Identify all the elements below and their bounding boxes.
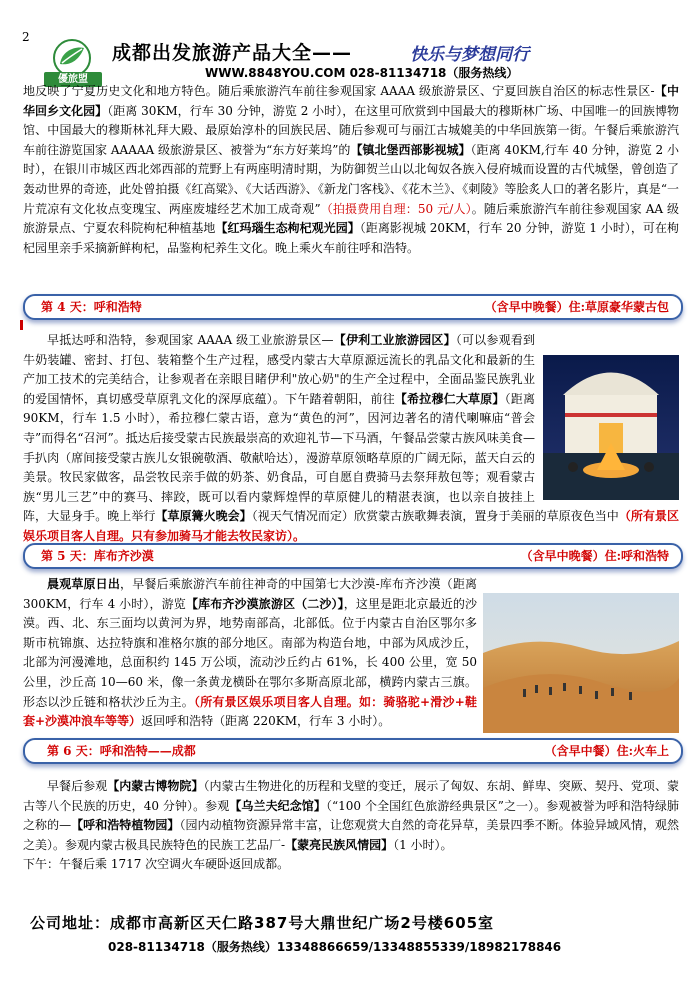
header-website: WWW.8848YOU.COM 028-81134718（服务热线） bbox=[205, 66, 519, 80]
header-slogan: 快乐与梦想同行 bbox=[410, 45, 529, 65]
day6-heading-bar bbox=[23, 738, 683, 764]
attraction-name: 【草原篝火晚会】 bbox=[155, 509, 252, 524]
attraction-name: 【中华回乡文化园】 bbox=[23, 84, 679, 118]
self-pay-note: （所有景区娱乐项目客人自理。如：骑骆驼+滑沙+鞋套+沙漠冲浪车等等） bbox=[23, 694, 477, 729]
day3-body bbox=[23, 82, 679, 258]
day3-paragraph: 地反映了宁夏历史文化和地方特色。随后乘旅游汽车前往参观国家 AAAA 级旅游景区、宁夏回族自治区的标志性景区-【中华回乡文化园】（距离 30KM，行车 30 分钟，游览 2 小时），在这里可欣赏到中国最大的穆斯林广场、中国唯一的回族博物馆、中国最大的穆斯林礼拜大殿、最原始淳朴的回族民居、随后参观可与丽江古城媲美的中华回族第一街。午餐后乘旅游汽车前往游览国家 AAAAA 级旅游景区、被誉为“东方好莱坞”的【镇北堡西部影视城】（距离 40KM,行车 40 分钟，游览 2 小时），在银川市城区西北郊西部的荒野上有两座明清时期，为防御贺兰山以北匈奴各族入侵府城而设置的古代城堡，曾创造了轰动世界的奇迹，此处曾拍摄《红高粱》、《大话西游》、《新龙门客栈》、《花木兰》、《刺陵》等脍炙人口的著名影片，真是“一片荒凉有文化妆点变瑰宝、两座废墟经艺术加工成奇观”（拍摄费用自理：50 元/人）。随后乘旅游汽车前往参观国家 AA 级旅游景点、宁夏农科院枸杞种植基地【红玛瑙生态枸杞观光园】（距离影视城 20KM，行车 20 分钟，游览 1 小时），可在枸杞园里亲手采摘新鲜枸杞，品鉴枸杞养生文化。晚上乘火车前往呼和浩特。 bbox=[23, 84, 679, 255]
attraction-name: 【伊利工业旅游园区】 bbox=[333, 333, 456, 347]
day4-paragraph: 早抵达呼和浩特，参观国家 AAAA 级工业旅游景区—【伊利工业旅游园区】（可以参观看到牛奶装罐、密封、打包、装箱整个生产过程，感受内蒙古大草原源远流长的乳品文化和最新的生产加工技术的完美结合，让参观者在亲眼目睹伊利"放心奶"的生产全过程中，全面品鉴民族乳业的爱国情怀，真切感受草原乳文化的深厚底蕴）。下午踏着朝阳，前往【希拉穆仁大草原】（距离 90KM，行车 1.5 小时），希拉穆仁蒙古语，意为“黄色的河”，因河边著名的清代喇嘛庙“普会寺”而得名“召河”。抵达后接受蒙古民族最崇高的欢迎礼节—下马酒，午餐品尝蒙古族风味美食—手扒肉（席间接受蒙古族儿女银碗敬酒、敬献哈达），漫游草原领略草原的广阔无际，蓝天白云的美景。牧民家做客，品尝牧民亲手做的奶茶、奶食品，可自愿自费骑马去祭拜敖包等；观看蒙古族“男儿三艺”中的赛马、摔跤，既可以看内蒙辉煌悍的草原健儿的精湛表演，也以亲自披挂上阵，大显身手。晚上举行【草原篝火晚会】（视天气情况而定）欣赏蒙古族歌舞表演，置身于美丽的草原夜色当中（所有景区娱乐项目客人自理。只有参加骑马才能去牧民家访）。 bbox=[23, 333, 679, 543]
attraction-name: 【镇北堡西部影视城】 bbox=[350, 142, 471, 157]
day5-body bbox=[23, 575, 679, 735]
section-marker bbox=[20, 320, 23, 330]
day6-title: 第 6 天：呼和浩特——成都 bbox=[47, 744, 196, 758]
day4-title: 第 4 天：呼和浩特 bbox=[41, 300, 142, 314]
day6-paragraph: 早餐后参观【内蒙古博物院】（内蒙古生物进化的历程和戈壁的变迁，展示了匈奴、东胡、鲜卑、突厥、契丹、党项、蒙古等八个民族的历史，40 分钟）。参观【乌兰夫纪念馆】（“100 个全国红色旅游经典景区”之一）。参观被誉为呼和浩特绿肺之称的—【呼和浩特植物园】（园内动植物资源异常丰富，让您观赏大自然的奇花异草，美景四季不断。体验异域风情，观然之美）。参观内蒙古极具民族特色的民族工艺品厂-【蒙亮民族风情园】（1 小时）。 bbox=[23, 779, 679, 852]
day6-afternoon: 下午：午餐后乘 1717 次空调火车硬卧返回成都。 bbox=[23, 857, 290, 872]
logo-caption: 優旅盟 bbox=[44, 72, 102, 87]
header-title: 成都出发旅游产品大全—— bbox=[112, 42, 353, 64]
page-number: 2 bbox=[22, 30, 30, 44]
company-address: 公司地址：成都市高新区天仁路387号大鼎世纪广场2号楼605室 bbox=[30, 914, 495, 932]
attraction-name: 【呼和浩特植物园】 bbox=[71, 818, 180, 833]
day5-title: 第 5 天：库布齐沙漠 bbox=[41, 549, 154, 563]
day6-body bbox=[23, 777, 679, 875]
fee-note: （拍摄费用自理：50 元/人） bbox=[320, 201, 472, 216]
day5-paragraph: 晨观草原日出，早餐后乘旅游汽车前往神奇的中国第七大沙漠-库布齐沙漠（距离 300KM，行车 4 小时），游览【库布齐沙漠旅游区（二沙）】，这里是距北京最近的沙漠。西、北、东三面均以黄河为界，地势南部高，北部低。位于内蒙古自治区鄂尔多斯市杭锦旗、达拉特旗和准格尔旗的部分地区。南部为构造台地，中部为风成沙丘，北部为河漫滩地，总面积约 145 万公顷，流动沙丘约占 61%，长 400 公里，宽 50 公里，沙丘高 10—60 米，像一条黄龙横卧在鄂尔多斯高原北部，横跨内蒙古三旗。形态以沙丘链和格状沙丘为主。（所有景区娱乐项目客人自理。如：骑骆驼+滑沙+鞋套+沙漠冲浪车等等）返回呼和浩特（距离 220KM，行车 3 小时）。 bbox=[23, 577, 477, 729]
yurt-night-photo bbox=[543, 355, 679, 500]
attraction-name: 【乌兰夫纪念馆】 bbox=[229, 798, 326, 813]
day5-heading-bar bbox=[23, 543, 683, 569]
day4-heading-bar bbox=[23, 294, 683, 320]
attraction-name: 【内蒙古博物院】 bbox=[107, 779, 204, 793]
attraction-name: 【希拉穆仁大草原】 bbox=[394, 391, 505, 406]
attraction-name: 【蒙亮民族风情园】 bbox=[285, 837, 394, 852]
attraction-name: 【库布齐沙漠旅游区（二沙）】 bbox=[185, 596, 344, 611]
self-pay-note: （所有景区娱乐项目客人自理。只有参加骑马才能去牧民家访）。 bbox=[23, 509, 679, 543]
desert-photo bbox=[483, 593, 679, 733]
day4-body bbox=[23, 331, 679, 547]
contact-phones: 028-81134718（服务热线）13348866659/13348855339/18982178846 bbox=[108, 940, 562, 954]
attraction-name: 【红玛瑙生态枸杞观光园】 bbox=[215, 221, 360, 236]
day5-meals-lodging: （含早中晚餐）住:呼和浩特 bbox=[520, 549, 669, 563]
day4-meals-lodging: （含早中晚餐）住:草原豪华蒙古包 bbox=[484, 300, 669, 314]
day6-meals-lodging: （含早中餐）住:火车上 bbox=[544, 744, 669, 758]
